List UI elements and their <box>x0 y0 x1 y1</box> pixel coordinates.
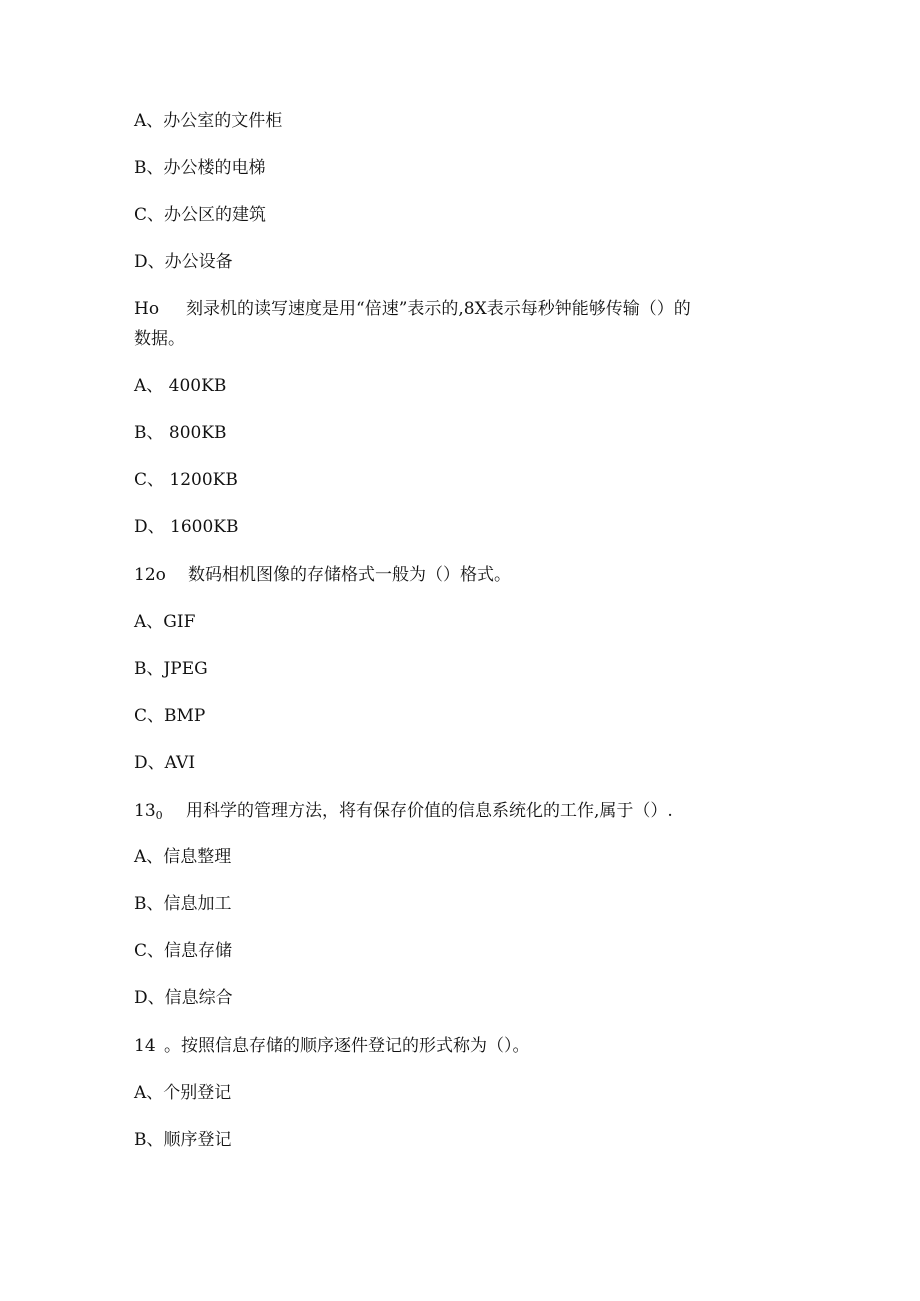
option-b: B、办公楼的电梯 <box>134 158 266 178</box>
option-c: C、BMP <box>134 706 206 726</box>
option-d: D、办公设备 <box>134 252 233 272</box>
option-a: A、GIF <box>134 612 196 632</box>
option-b: B、JPEG <box>134 659 208 679</box>
option-a: A、信息整理 <box>134 847 232 867</box>
question-13 <box>134 800 673 827</box>
option-a: A、 400KB <box>134 376 227 396</box>
option-a: A、个别登记 <box>134 1083 232 1103</box>
question-text-continued: 数据。 <box>134 329 185 349</box>
question-number: Ho <box>134 299 160 319</box>
question-text: 数码相机图像的存储格式一般为（）格式。 <box>188 565 511 585</box>
question-number: 12o <box>134 565 166 585</box>
option-d: D、信息综合 <box>134 988 233 1008</box>
question-12 <box>134 564 511 586</box>
question-number-main: 13 <box>134 801 156 821</box>
option-c: C、 1200KB <box>134 470 238 490</box>
option-d: D、 1600KB <box>134 517 239 537</box>
question-number-sub: 0 <box>155 809 163 822</box>
option-b: B、信息加工 <box>134 894 232 914</box>
option-c: C、信息存储 <box>134 941 233 961</box>
question-number <box>134 800 186 827</box>
question-14 <box>134 1035 530 1057</box>
option-c: C、办公区的建筑 <box>134 205 267 225</box>
question-text: 刻录机的读写速度是用“倍速”表示的,8X表示每秒钟能够传输（）的 <box>186 299 691 319</box>
option-b: B、顺序登记 <box>134 1130 232 1150</box>
option-d: D、AVI <box>134 753 196 773</box>
option-a: A、办公室的文件柜 <box>134 111 283 131</box>
question-11 <box>134 298 691 320</box>
question-text: 。按照信息存储的顺序逐件登记的形式称为（）。 <box>164 1036 530 1056</box>
question-text: 用科学的管理方法，将有保存价值的信息系统化的工作,属于（）. <box>186 801 673 821</box>
option-b: B、 800KB <box>134 423 227 443</box>
question-number: 14 <box>134 1036 156 1056</box>
